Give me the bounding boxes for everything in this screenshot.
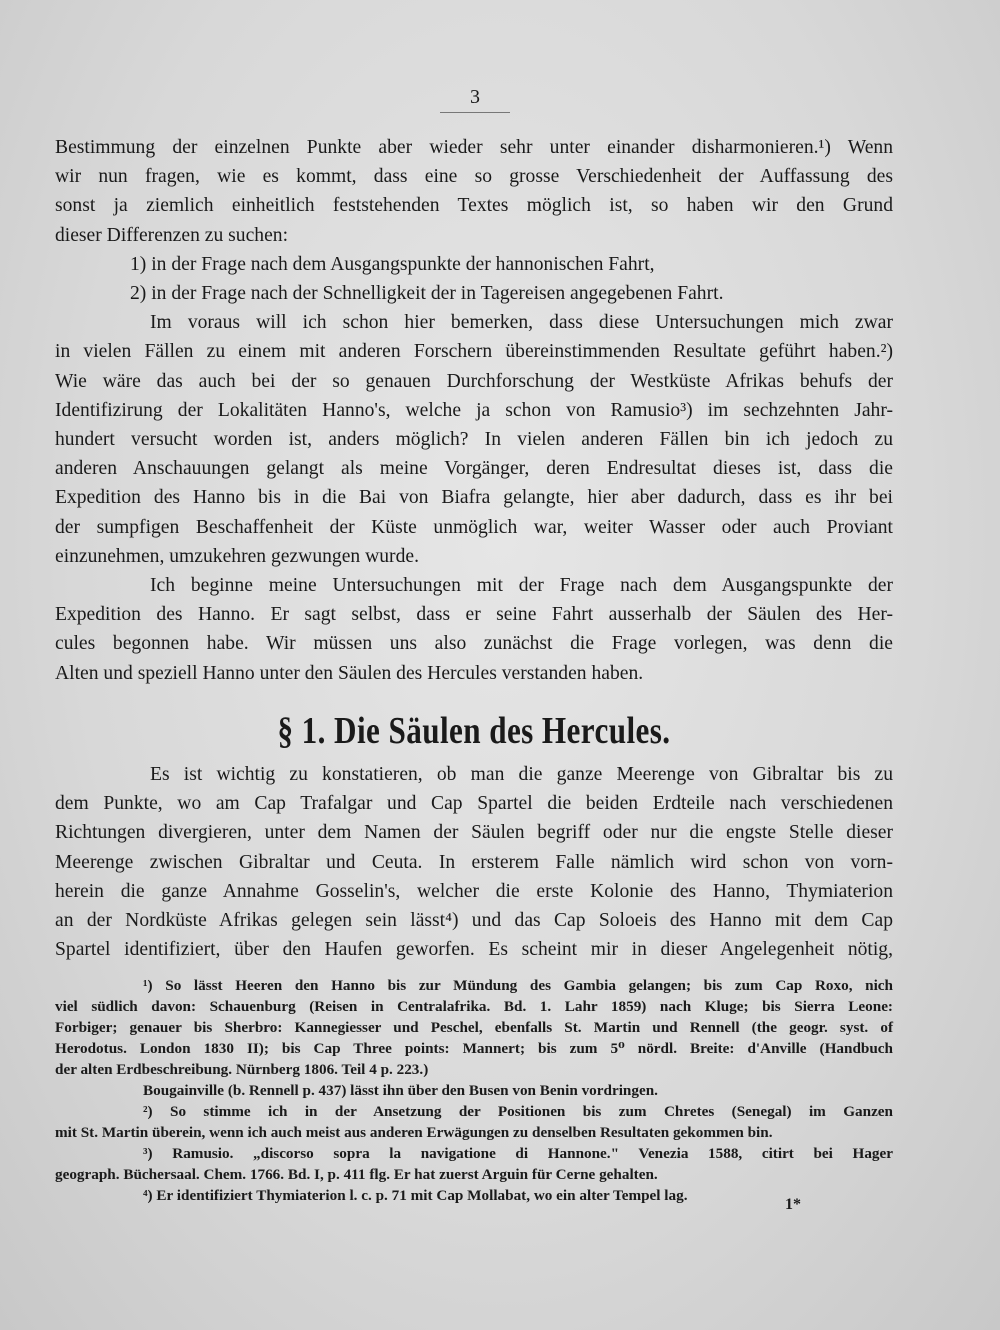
text-line: der sumpfigen Beschaffenheit der Küste unmöglich war, weiter Wasser oder auch Proviant	[55, 516, 893, 538]
section-heading: § 1. Die Säulen des Hercules.	[277, 710, 671, 752]
footnote-line: ⁴) Er identifiziert Thymiaterion l. c. p. 71 mit Cap Mollabat, wo ein alter Tempel lag.	[143, 1187, 688, 1204]
page-number: 3	[440, 86, 510, 113]
footnote-line: geograph. Büchersaal. Chem. 1766. Bd. I, p. 411 flg. Er hat zuerst Arguin für Cerne gehalten.	[55, 1166, 658, 1183]
text-line: Bestimmung der einzelnen Punkte aber wieder sehr unter einander disharmonieren.¹) Wenn	[55, 137, 893, 158]
list-item: 1) in der Frage nach dem Ausgangspunkte der hannonischen Fahrt,	[130, 253, 655, 275]
body-text-section	[55, 760, 893, 964]
text-line: hundert versucht worden ist, anders möglich? In vielen anderen Fällen bin ich jedoch zu	[55, 429, 893, 451]
footnote-line: Bougainville (b. Rennell p. 437) lässt ihn über den Busen von Benin vordringen.	[143, 1082, 658, 1099]
text-line: Es ist wichtig zu konstatieren, ob man die ganze Meerenge von Gibraltar bis zu	[150, 764, 893, 785]
text-line: an der Nordküste Afrikas gelegen sein lässt⁴) und das Cap Soloeis des Hanno mit dem Cap	[55, 910, 893, 932]
footnote-line: ¹) So lässt Heeren den Hanno bis zur Mündung des Gambia gelangen; bis zum Cap Roxo, nich	[143, 977, 893, 994]
footnotes	[55, 975, 893, 1206]
text-line: Spartel identifiziert, über den Haufen geworfen. Es scheint mir in dieser Angelegenheit nötig,	[55, 939, 893, 961]
text-line: anderen Anschauungen gelangt als meine Vorgänger, deren Endresultat dieses ist, dass die	[55, 458, 893, 480]
list-item: 2) in der Frage nach der Schnelligkeit der in Tagereisen angegebenen Fahrt.	[130, 283, 724, 305]
footnote-line: viel südlich davon: Schauenburg (Reisen in Centralafrika. Bd. 1. Lahr 1859) nach Kluge; bis Sierra Leone:	[55, 998, 893, 1015]
text-line: Ich beginne meine Untersuchungen mit der Frage nach dem Ausgangspunkte der	[150, 575, 893, 597]
text-line: einzunehmen, umzukehren gezwungen wurde.	[55, 545, 419, 567]
footnote-line: mit St. Martin überein, wenn ich auch meist aus anderen Erwägungen zu denselben Resultaten gekommen bin.	[55, 1124, 773, 1141]
footnote-line: ³) Ramusio. „discorso sopra la navigatione di Hannone." Venezia 1588, citirt bei Hager	[143, 1145, 893, 1162]
text-line: Expedition des Hanno bis in die Bai von Biafra gelangte, hier aber dadurch, dass es ihr bei	[55, 487, 893, 509]
text-line: Im voraus will ich schon hier bemerken, dass diese Untersuchungen mich zwar	[150, 312, 893, 334]
text-line: Richtungen divergieren, unter dem Namen der Säulen begriff oder nur die engste Stelle dieser	[55, 822, 893, 844]
footnote-line: Forbiger; genauer bis Sherbro: Kannegiesser und Peschel, ebenfalls St. Martin und Rennell (the geogr. syst. of	[55, 1019, 893, 1036]
text-line: dieser Differenzen zu suchen:	[55, 224, 289, 246]
text-line: cules begonnen habe. Wir müssen uns also zunächst die Frage vorlegen, was denn die	[55, 633, 893, 655]
footnote-line: der alten Erdbeschreibung. Nürnberg 1806. Teil 4 p. 223.)	[55, 1061, 429, 1078]
footnote-line: ²) So stimme ich in der Ansetzung der Positionen bis zum Chretes (Senegal) im Ganzen	[143, 1103, 893, 1120]
text-line: dem Punkte, wo am Cap Trafalgar und Cap Spartel die beiden Erdteile nach verschiedenen	[55, 793, 893, 815]
footnote-line: Herodotus. London 1830 II); bis Cap Three points: Mannert; bis zum 5⁰ nördl. Breite: d'Anville (Handbuch	[55, 1040, 893, 1057]
text-line: Expedition des Hanno. Er sagt selbst, dass er seine Fahrt ausserhalb der Säulen des Her-	[55, 604, 893, 626]
text-line: Meerenge zwischen Gibraltar und Ceuta. In ersterem Falle nämlich wird schon von vorn-	[55, 851, 893, 873]
text-line: Identifizirung der Lokalitäten Hanno's, welche ja schon von Ramusio³) im sechzehnten Jahr-	[55, 399, 893, 421]
text-line: herein die ganze Annahme Gosselin's, welcher die erste Kolonie des Hanno, Thymiaterion	[55, 880, 893, 902]
text-line: Wie wäre das auch bei der so genauen Durchforschung der Westküste Afrikas behufs der	[55, 370, 893, 392]
text-line: Alten und speziell Hanno unter den Säulen des Hercules verstanden haben.	[55, 662, 644, 684]
text-line: sonst ja ziemlich einheitlich feststehenden Textes möglich ist, so haben wir den Grund	[55, 195, 893, 217]
body-text-top	[55, 133, 893, 688]
text-line: wir nun fragen, wie es kommt, dass eine so grosse Verschiedenheit der Auffassung des	[55, 166, 893, 188]
signature-mark: 1*	[785, 1196, 801, 1213]
text-line: in vielen Fällen zu einem mit anderen Forschern übereinstimmenden Resultate geführt haben.²)	[55, 341, 893, 363]
